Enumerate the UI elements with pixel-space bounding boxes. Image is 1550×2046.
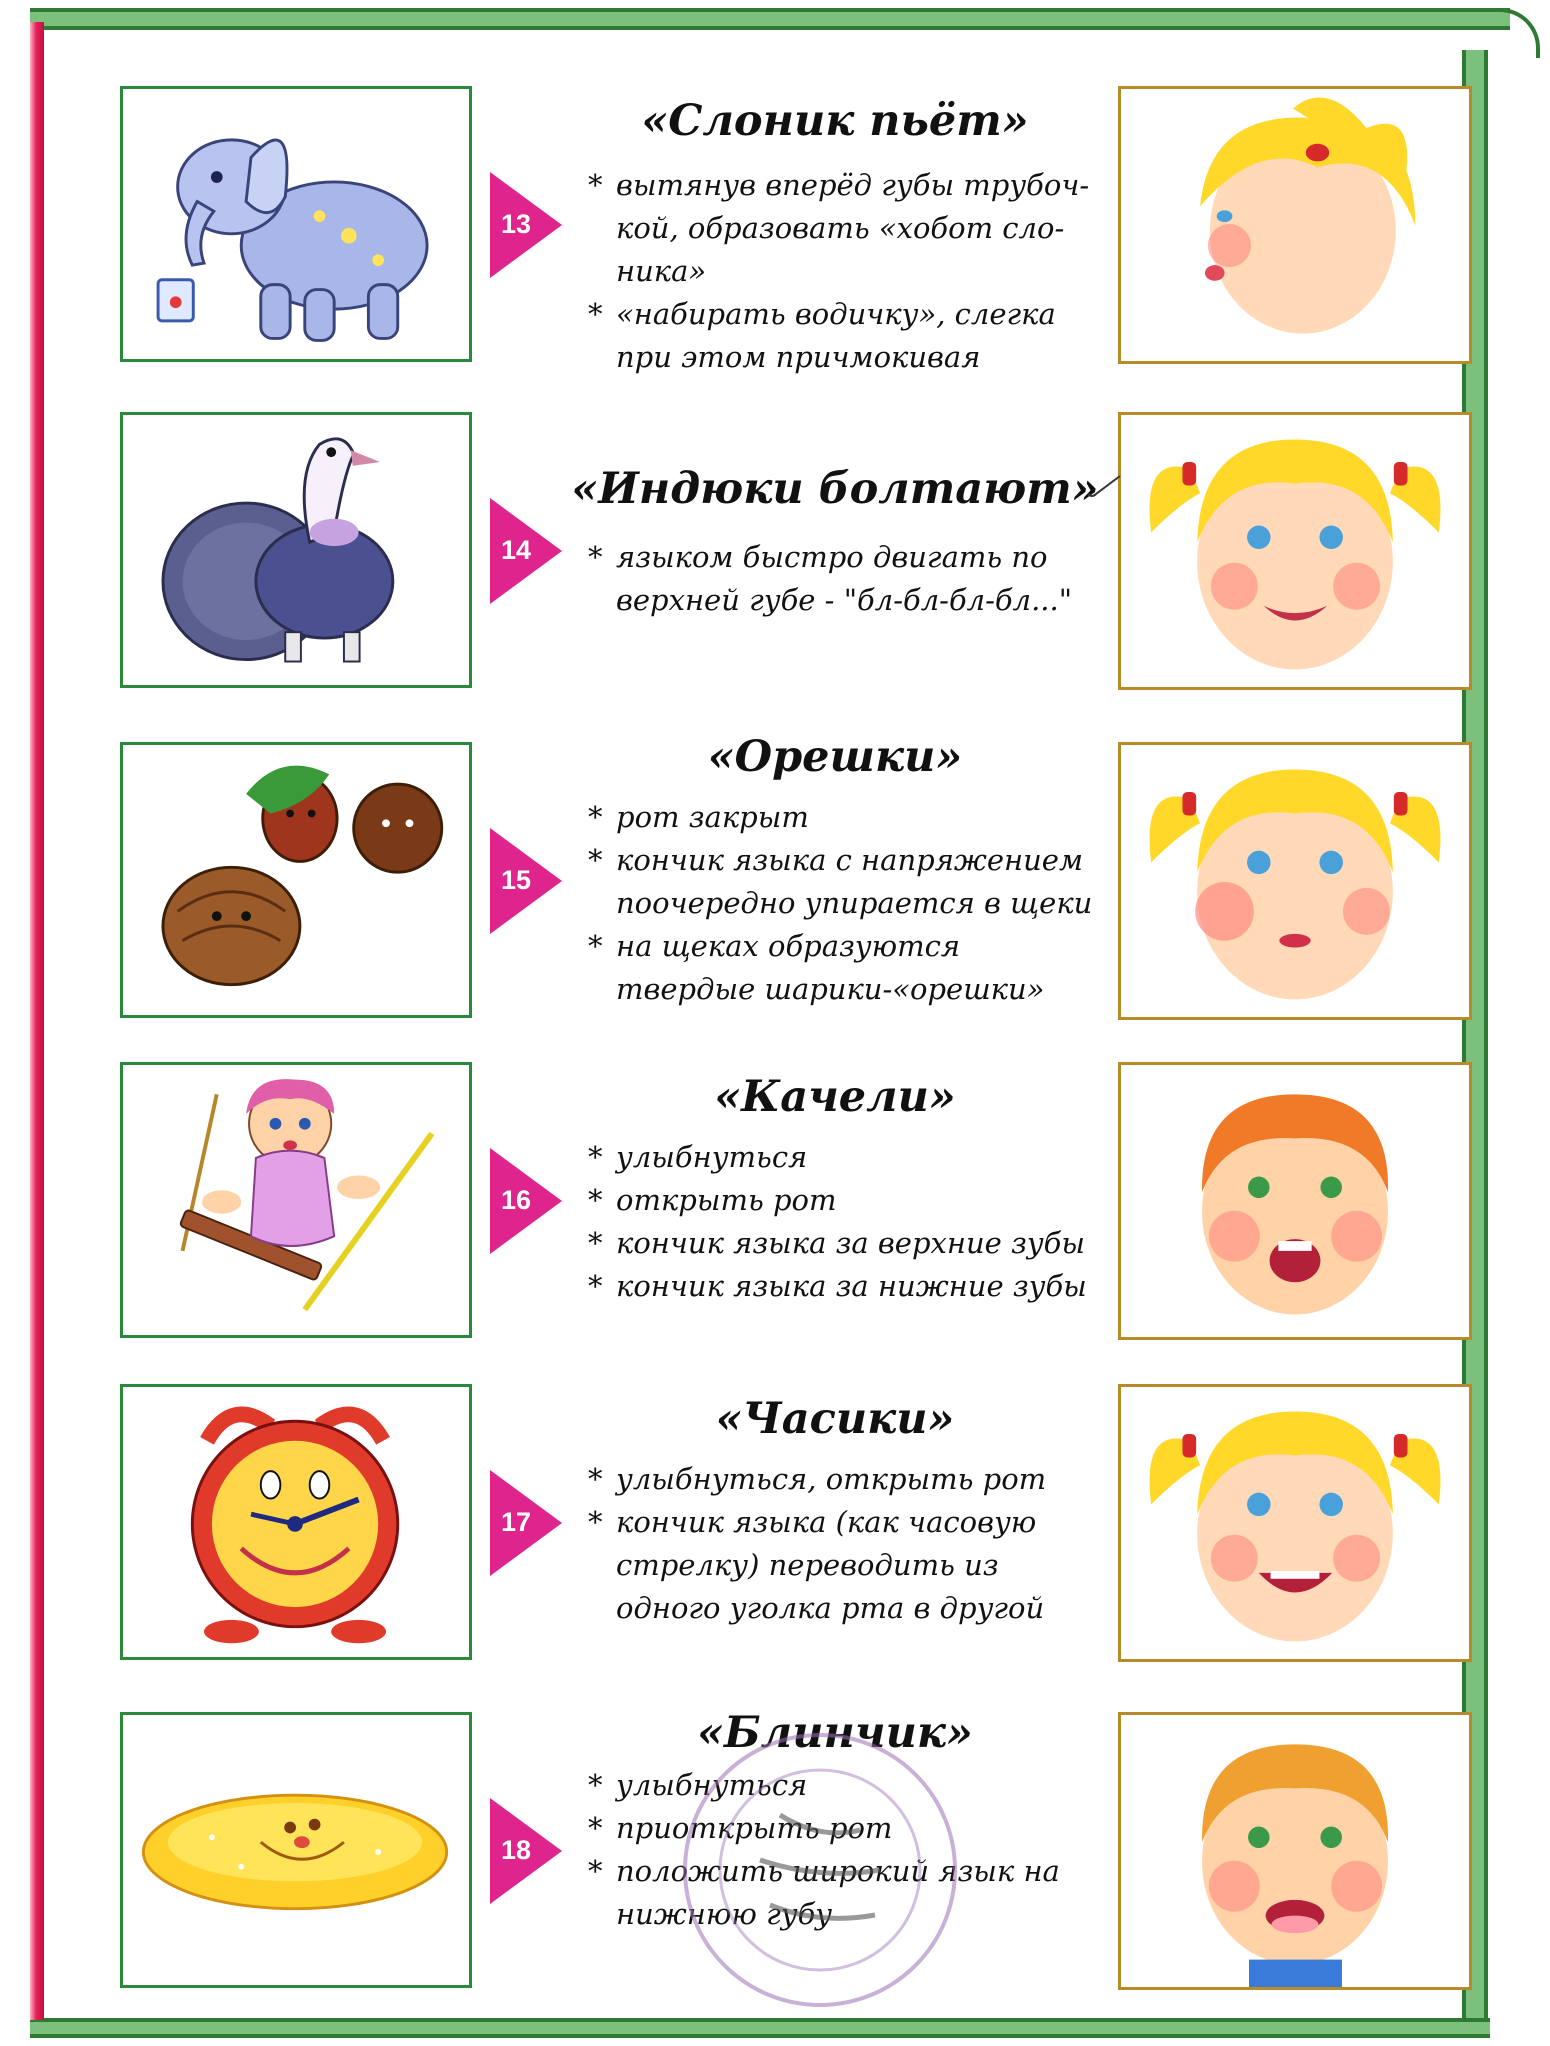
instruction-item: * открыть рот (588, 1183, 837, 1217)
instruction-item: * улыбнуться (588, 1140, 808, 1174)
exercise-row-18 (0, 1708, 1550, 1992)
exercise-instructions (588, 536, 1108, 622)
exercise-instructions (588, 1136, 1108, 1308)
exercise-row-16 (0, 1062, 1550, 1342)
page-frame-top (30, 8, 1510, 30)
instruction-item: * приоткрыть рот (588, 1811, 893, 1845)
exercise-title: «Индюки болтают» (571, 464, 1099, 514)
child-face-picture (1118, 1712, 1472, 1990)
exercise-instructions (588, 1458, 1108, 1630)
elephant-picture (120, 86, 472, 362)
exercise-row-14 (0, 412, 1550, 692)
instruction-item: * кончик языка за верхние зубы (588, 1226, 1085, 1260)
instruction-item: * рот закрыт (588, 800, 809, 834)
exercise-number: 18 (500, 1835, 532, 1865)
page-frame-corner (1440, 8, 1540, 58)
exercise-title: «Слоник пьёт» (641, 96, 1029, 146)
alarm-clock-picture (120, 1384, 472, 1660)
girl-on-swing-picture (120, 1062, 472, 1338)
child-face-picture (1118, 86, 1472, 364)
pancake-picture (120, 1712, 472, 1988)
instruction-item: * кончик языка (как часовую стрелку) переводить из одного уголка рта в другой (588, 1505, 1045, 1625)
child-face-picture (1118, 1384, 1472, 1662)
instruction-item: * улыбнуться (588, 1768, 808, 1802)
turkey-picture (120, 412, 472, 688)
exercise-title: «Часики» (715, 1394, 955, 1444)
exercise-number: 13 (500, 209, 532, 239)
instruction-item: * улыбнуться, открыть рот (588, 1462, 1047, 1496)
exercise-number: 17 (500, 1507, 532, 1537)
exercise-title: «Блинчик» (697, 1708, 973, 1758)
exercise-row-15 (0, 732, 1550, 1022)
child-face-picture (1118, 1062, 1472, 1340)
exercise-number: 15 (500, 865, 532, 895)
exercise-instructions (588, 1764, 1108, 1936)
exercise-instructions (588, 796, 1108, 1011)
exercise-title: «Качели» (714, 1072, 956, 1122)
instruction-item: * языком быстро двигать по верхней губе - "бл-бл-бл-бл..." (588, 540, 1073, 617)
exercise-title: «Орешки» (707, 732, 963, 782)
instruction-item: * положить широкий язык на нижнюю губу (588, 1854, 1060, 1931)
exercise-row-13 (0, 86, 1550, 374)
nuts-picture (120, 742, 472, 1018)
child-face-picture (1118, 412, 1472, 690)
child-face-picture (1118, 742, 1472, 1020)
exercise-number: 14 (500, 535, 532, 565)
exercise-row-17 (0, 1384, 1550, 1664)
instruction-item: * на щеках образуются твердые шарики-«орешки» (588, 929, 1045, 1006)
instruction-item: * кончик языка за нижние зубы (588, 1269, 1087, 1303)
pencil-tick-mark (1086, 474, 1122, 500)
instruction-item: * вытянув вперёд губы трубоч- кой, образовать «хобот сло- ника» (588, 168, 1090, 288)
page-frame-bottom (30, 2018, 1490, 2038)
instruction-item: * «набирать водичку», слегка при этом причмокивая (588, 297, 1056, 374)
exercise-instructions (588, 164, 1108, 379)
instruction-item: * кончик языка с напряжением поочередно упирается в щеки (588, 843, 1093, 920)
exercise-number: 16 (500, 1185, 532, 1215)
